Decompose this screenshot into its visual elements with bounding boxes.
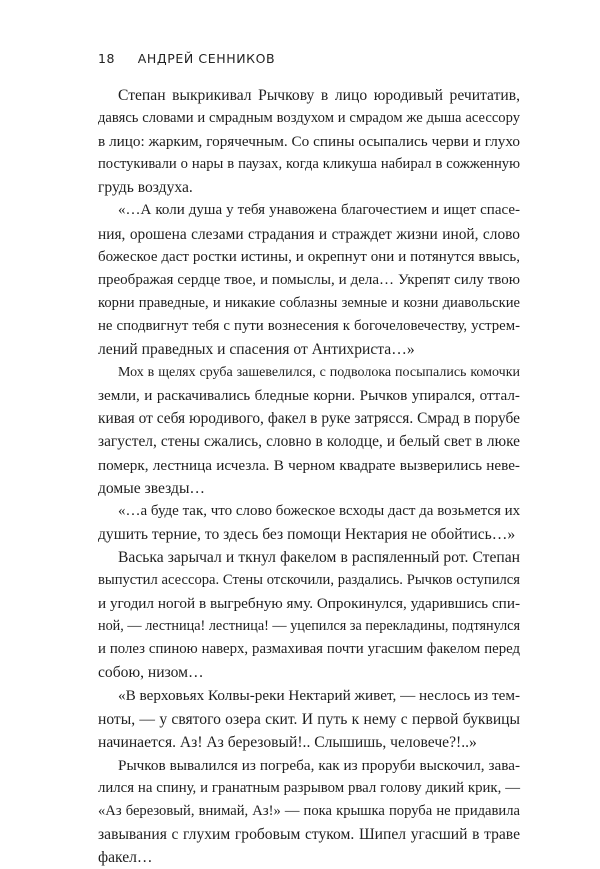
text-line: ной, — лестница! лестница! — уцепился за перекладины, подтянулся (98, 618, 520, 635)
text-line: Васька зарычал и ткнул факелом в распяленный рот. Степан (118, 548, 520, 566)
text-line: божеское даст ростки истины, и окрепнут они и потянутся ввысь, (98, 248, 520, 265)
text-line: ноты, — у святого озера скит. И путь к нему с первой буквицы (98, 710, 520, 728)
text-line: домые звезды… (98, 479, 206, 497)
text-line: завывания с глухим гробовым стуком. Шипел угасший в траве (98, 826, 520, 843)
text-line: «В верховьях Колвы-реки Нектарий живет, — неслось из тем- (118, 687, 521, 705)
text-line: померк, лестница исчезла. В черном квадрате вызверились неве- (98, 456, 520, 474)
author-name: АНДРЕЙ СЕННИКОВ (137, 51, 276, 66)
page-number: 18 (98, 51, 116, 66)
text-line: грудь воздуха. (98, 179, 193, 197)
text-line: и полез спиною наверх, размахивая почти угасшим факелом перед (98, 641, 520, 658)
text-line: ния, орошена слезами страдания и страждет жизни иной, слово (98, 225, 520, 243)
text-line: душить терние, то здесь без помощи Нектария не обойтись…» (98, 525, 516, 543)
text-line: «Аз березовый, внимай, Аз!» — пока крышка поруба не придавила (98, 802, 520, 819)
text-line: в лицо: жарким, горячечным. Со спины осыпались черви и глухо (98, 133, 520, 151)
text-line: постукивали о нары в паузах, когда кликуша набирал в сожженную (98, 156, 520, 173)
text-line: не сподвигнут тебя с пути вознесения к богочеловечеству, устрем- (98, 317, 520, 334)
text-line: Рычков вывалился из погреба, как из проруби выскочил, зава- (118, 756, 520, 774)
text-line: Мох в щелях сруба зашевелился, с подволока посыпались комочки (118, 365, 520, 381)
text-line: Степан выкрикивал Рычкову в лицо юродивый речитатив, (118, 87, 520, 104)
text-line: лений праведных и спасения от Антихриста…» (98, 341, 415, 359)
text-line: лился на спину, и гранатным разрывом рвал голову дикий крик, — (98, 779, 520, 796)
text-line: собою, низом… (98, 664, 204, 682)
text-line: давясь словами и смрадным воздухом и смрадом же дыша асессору (98, 110, 520, 127)
text-line: кивая от себя юродивого, факел в руке затрясся. Смрад в порубе (98, 410, 520, 428)
text-line: и угодил ногой в выгребную яму. Опрокинулся, ударившись спи- (98, 595, 520, 613)
text-line: загустел, стены сжались, словно в колодце, и белый свет в люке (98, 433, 520, 451)
text-line: корни праведные, и никакие соблазны земные и козни диавольские (98, 294, 520, 311)
text-line: земли, и раскачивались бледные корни. Рычков упирался, оттал- (98, 387, 520, 405)
text-line: начинается. Аз! Аз березовый!.. Слышишь, человече?!..» (98, 733, 477, 751)
text-line: «…а буде так, что слово божеское всходы даст да возьмется их (118, 502, 521, 519)
text-line: факел… (98, 849, 153, 867)
text-line: преображая сердце твое, и помыслы, и дела… Укрепят силу твою (98, 271, 520, 288)
text-line: выпустил асессора. Стены отскочили, раздались. Рычков оступился (98, 571, 520, 588)
text-line: «…А коли душа у тебя унавожена благочестием и ищет спасе- (118, 202, 520, 219)
body-text (98, 84, 520, 869)
running-head (98, 51, 275, 66)
